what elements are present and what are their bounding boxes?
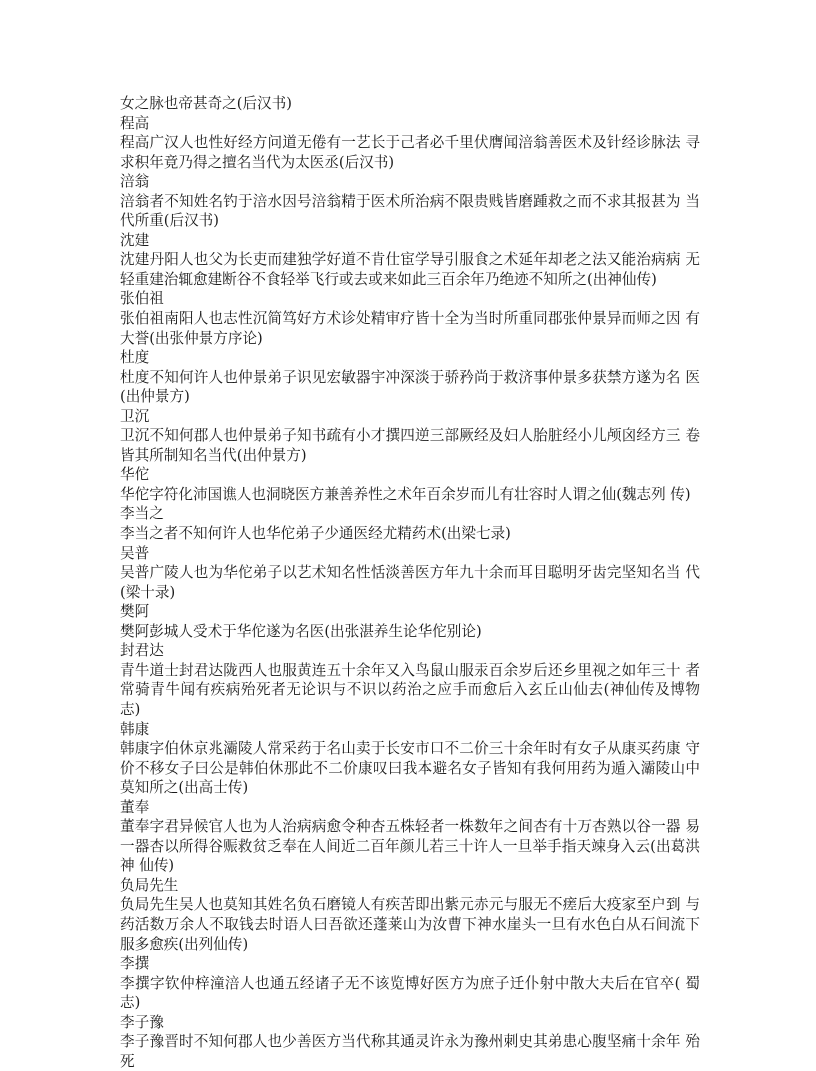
lead-line: 女之脉也帝甚奇之(后汉书) (120, 95, 292, 112)
entry-text: 张伯祖南阳人也志性沉简笃好方术诊处精审疗皆十全为当时所重同郡张仲景异而师之因 有大誉(出张仲景方序论) (120, 310, 700, 347)
entry-text: 李子豫晋时不知何郡人也少善医方当代称其通灵许永为豫州刺史其弟患心腹坚痛十余年 殆死 (120, 1033, 700, 1070)
entry-title: 卫沉 (120, 407, 150, 425)
entry-text: 董奉字君异候官人也为人治病病愈令种杏五株轻者一株数年之间杏有十万杏熟以谷一器 易一器杏以所得谷赈救贫乏奉在人间近二百年颜儿若三十许人一旦举手指天竦身入云(出葛洪神 仙传) (120, 818, 700, 875)
entry-title: 杜度 (120, 349, 150, 367)
entry (120, 289, 700, 348)
entry-title: 华佗 (120, 466, 150, 484)
entry (120, 544, 700, 603)
entry-text: 华佗字符化沛国谯人也洞晓医方兼善养性之术年百余岁而儿有壮容时人谓之仙(魏志列 传) (120, 485, 691, 503)
entry-title: 封君达 (120, 642, 164, 660)
entry-title: 负局先生 (120, 876, 179, 894)
entry-title: 韩康 (120, 720, 150, 738)
entry-text: 李当之者不知何许人也华佗弟子少通医经尤精药术(出梁七录) (120, 525, 511, 543)
entry-text: 樊阿彭城人受术于华佗遂为名医(出张湛养生论华佗别论) (120, 622, 482, 640)
entry-text: 程高广汉人也性好经方问道无倦有一艺长于己者必千里伏膺闻涪翁善医术及针经诊脉法 寻求积年竟乃得之擅名当代为太医丞(后汉书) (120, 134, 700, 171)
entry-title: 吴普 (120, 544, 150, 562)
entry-title: 涪翁 (120, 173, 150, 191)
entry-title: 董奉 (120, 798, 150, 816)
entry-text: 杜度不知何许人也仲景弟子识见宏敏器宇冲深淡于骄矜尚于救济事仲景多获禁方遂为名 医(出仲景方) (120, 368, 700, 406)
entry-text: 韩康字伯休京兆灞陵人常采药于名山卖于长安市口不二价三十余年时有女子从康买药康 守价不移女子曰公是韩伯休那此不二价康叹曰我本避名女子皆知有我何用药为遁入灞陵山中莫知所之(出高士传) (120, 740, 700, 797)
entry (120, 172, 700, 231)
entry (120, 798, 700, 876)
entry-list (120, 114, 700, 1071)
entry (120, 504, 700, 543)
entry (120, 954, 700, 1013)
entry (120, 114, 700, 173)
entry-text: 负局先生吴人也莫知其姓名负石磨镜人有疾苦即出紫元赤元与服无不瘥后大疫家至户到 与药活数万余人不取钱去时语人曰吾欲还蓬莱山为汝曹下神水崖头一旦有水色白从石间流下服多愈疾(出列仙传) (120, 896, 700, 953)
entry (120, 407, 700, 466)
entry-title: 张伯祖 (120, 290, 164, 308)
entry (120, 348, 700, 407)
entry (120, 720, 700, 798)
entry-text: 涪翁者不知姓名钓于涪水因号涪翁精于医术所治病不限贵贱皆磨踵救之而不求其报甚为 当代所重(后汉书) (120, 192, 700, 230)
entry-text: 李撰字钦仲梓潼涪人也通五经诸子无不该览博好医方为庶子迁仆射中散大夫后在官卒( 蜀志) (120, 974, 700, 1012)
entry (120, 1013, 700, 1071)
entry-title: 李子豫 (120, 1013, 164, 1031)
entry-title: 樊阿 (120, 603, 150, 621)
entry (120, 602, 700, 641)
entry-title: 李当之 (120, 505, 164, 523)
entry (120, 231, 700, 290)
entry (120, 641, 700, 719)
entry-text: 青牛道士封君达陇西人也服黄连五十余年又入鸟鼠山服汞百余岁后还乡里视之如年三十 者常骑青牛闻有疾病殆死者无论识与不识以药治之应手而愈后入玄丘山仙去(神仙传及博物志) (120, 661, 700, 718)
entry (120, 465, 700, 504)
entry-text: 吴普广陵人也为华佗弟子以艺术知名性恬淡善医方年九十余而耳目聪明牙齿完坚知名当 代(梁十录) (120, 564, 700, 601)
document-page (120, 94, 700, 1071)
entry-text: 卫沉不知何郡人也仲景弟子知书疏有小才撰四逆三部厥经及妇人胎脏经小儿颅囟经方三 卷皆其所制知名当代(出仲景方) (120, 427, 700, 464)
entry-title: 程高 (120, 114, 150, 132)
entry (120, 876, 700, 954)
entry-title: 沈建 (120, 231, 150, 249)
entry-title: 李撰 (120, 955, 150, 973)
entry-text: 沈建丹阳人也父为长吏而建独学好道不肯仕宦学导引服食之术延年却老之法又能治病病 无轻重建治辄愈建断谷不食轻举飞行或去或来如此三百余年乃绝迹不知所之(出神仙传) (120, 251, 700, 288)
